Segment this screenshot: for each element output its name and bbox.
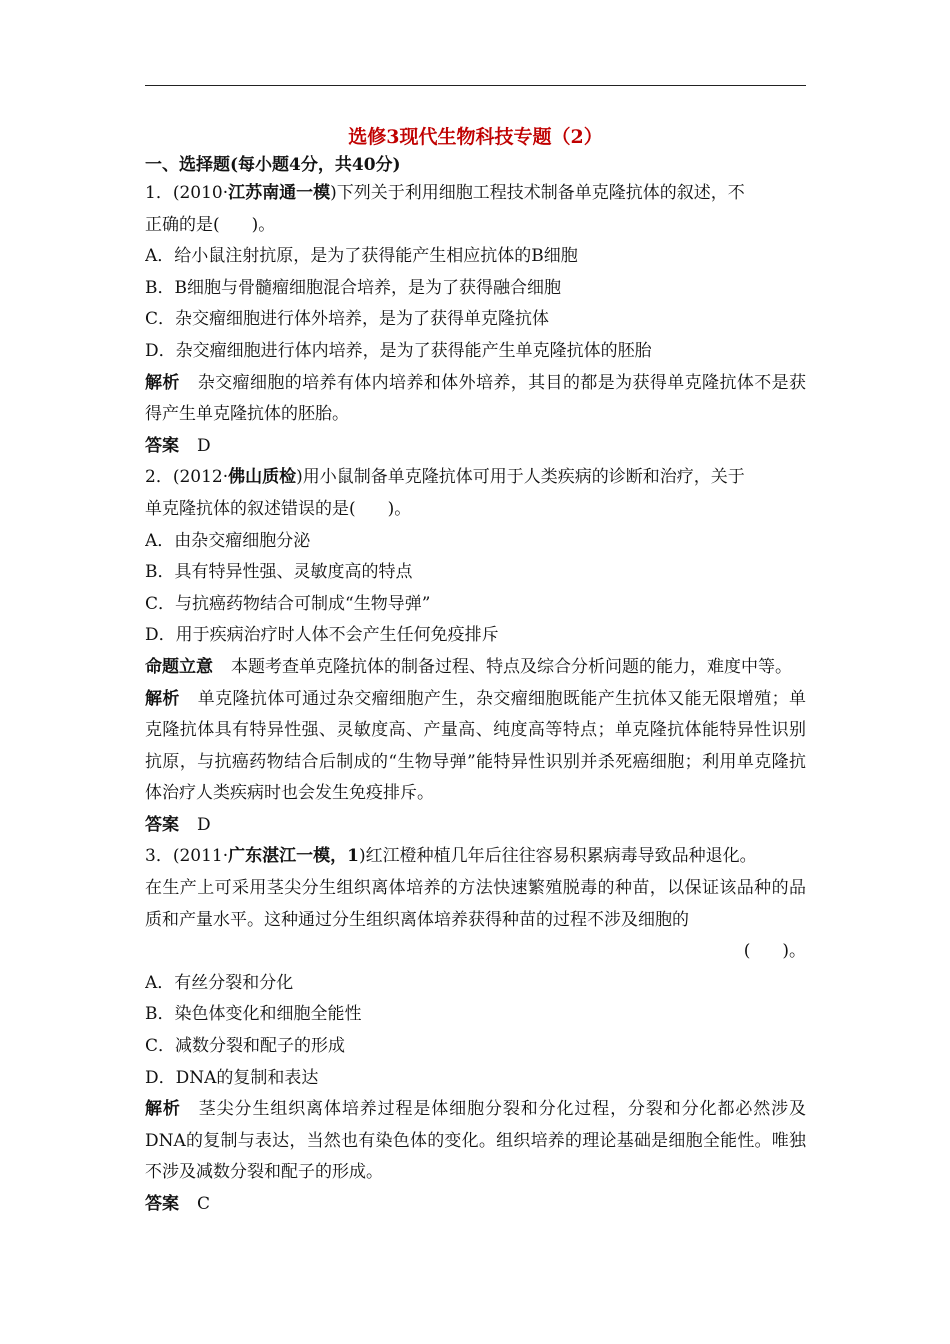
question-text: )。 xyxy=(782,941,806,962)
question-stem xyxy=(145,178,806,210)
analysis-label: 解析 xyxy=(145,372,180,393)
question-stem-cont xyxy=(145,494,806,526)
option-a: A．有丝分裂和分化 xyxy=(145,972,294,993)
option-c: C．杂交瘤细胞进行体外培养，是为了获得单克隆抗体 xyxy=(145,309,550,330)
question-source: 佛山质检 xyxy=(228,467,297,488)
question-text: 正确的是( xyxy=(145,214,220,235)
question-3 xyxy=(145,841,806,1220)
analysis xyxy=(145,1094,806,1189)
intent-label: 命题立意 xyxy=(145,656,213,677)
answer xyxy=(145,810,806,842)
question-text: )用小鼠制备单克隆抗体可用于人类疾病的诊断和治疗，关于 xyxy=(296,467,745,488)
section-label: 一、选择题 xyxy=(145,155,230,175)
answer-label: 答案 xyxy=(145,435,179,456)
section-note: (每小题4分，共40分) xyxy=(230,155,401,175)
question-number: 2．(2012· xyxy=(145,467,229,488)
question-number: 3．(2011· xyxy=(145,846,229,867)
analysis-label: 解析 xyxy=(145,688,180,709)
intent-text: 本题考查单克隆抗体的制备过程、特点及综合分析问题的能力，难度中等。 xyxy=(231,656,792,677)
question-1 xyxy=(145,178,806,462)
answer-paren xyxy=(145,936,806,968)
analysis-label: 解析 xyxy=(145,1099,181,1120)
analysis xyxy=(145,684,806,810)
page-title: 选修3现代生物科技专题（2） xyxy=(348,126,603,148)
option-c: C．与抗癌药物结合可制成“生物导弹” xyxy=(145,593,431,614)
question-source: 江苏南通一模 xyxy=(228,183,331,203)
option-b: B．B细胞与骨髓瘤细胞混合培养，是为了获得融合细胞 xyxy=(145,277,561,298)
option-b: B．具有特异性强、灵敏度高的特点 xyxy=(145,562,413,583)
question-text: )红江橙种植几年后往往容易积累病毒导致品种退化。 xyxy=(358,846,757,867)
question-stem xyxy=(145,462,806,494)
question-stem-cont: 在生产上可采用茎尖分生组织离体培养的方法快速繁殖脱毒的种苗，以保证该品种的品质和产量水平。这种通过分生组织离体培养获得种苗的过程不涉及细胞的 xyxy=(145,878,806,930)
section-heading xyxy=(145,152,806,178)
question-text: )下列关于利用细胞工程技术制备单克隆抗体的叙述，不 xyxy=(330,183,745,203)
option-c: C．减数分裂和配子的形成 xyxy=(145,1036,346,1057)
answer-value: D xyxy=(197,814,211,835)
header-rule xyxy=(145,85,806,86)
answer-value: C xyxy=(197,1194,211,1214)
question-stem-cont xyxy=(145,210,806,242)
question-2 xyxy=(145,462,806,841)
option-a: A．由杂交瘤细胞分泌 xyxy=(145,530,311,551)
analysis-text: 茎尖分生组织离体培养过程是体细胞分裂和分化过程，分裂和分化都必然涉及DNA的复制与表达，当然也有染色体的变化。组织培养的理论基础是细胞全能性。唯独不涉及减数分裂和配子的形成。 xyxy=(145,1099,807,1183)
option-d: D．DNA的复制和表达 xyxy=(145,1067,319,1088)
question-text: )。 xyxy=(251,214,276,235)
question-stem xyxy=(145,841,806,873)
answer-value: D xyxy=(197,435,211,456)
answer-label: 答案 xyxy=(145,814,179,835)
analysis-text: 杂交瘤细胞的培养有体内培养和体外培养，其目的都是为获得单克隆抗体不是获得产生单克隆抗体的胚胎。 xyxy=(145,372,807,425)
question-number: 1．(2010· xyxy=(145,183,229,203)
option-d: D．用于疾病治疗时人体不会产生任何免疫排斥 xyxy=(145,625,499,646)
option-b: B．染色体变化和细胞全能性 xyxy=(145,1004,362,1025)
answer-label: 答案 xyxy=(145,1194,179,1214)
option-a: A．给小鼠注射抗原，是为了获得能产生相应抗体的B细胞 xyxy=(145,246,578,267)
document-body xyxy=(145,122,806,1221)
question-source: 广东湛江一模，1 xyxy=(228,846,359,867)
option-d: D．杂交瘤细胞进行体内培养，是为了获得能产生单克隆抗体的胚胎 xyxy=(145,340,652,361)
answer xyxy=(145,1189,806,1221)
analysis xyxy=(145,368,806,431)
answer xyxy=(145,431,806,463)
question-text: )。 xyxy=(387,498,412,519)
question-text: 单克隆抗体的叙述错误的是( xyxy=(145,498,356,519)
intent xyxy=(145,652,806,684)
question-text: ( xyxy=(743,941,751,962)
analysis-text: 单克隆抗体可通过杂交瘤细胞产生，杂交瘤细胞既能产生抗体又能无限增殖；单克隆抗体具有特异性强、灵敏度高、产量高、纯度高等特点；单克隆抗体能特异性识别抗原，与抗癌药物结合后制成的“生物导弹”能特异性识别并杀死癌细胞；利用单克隆抗体治疗人类疾病时也会发生免疫排斥。 xyxy=(145,688,807,804)
